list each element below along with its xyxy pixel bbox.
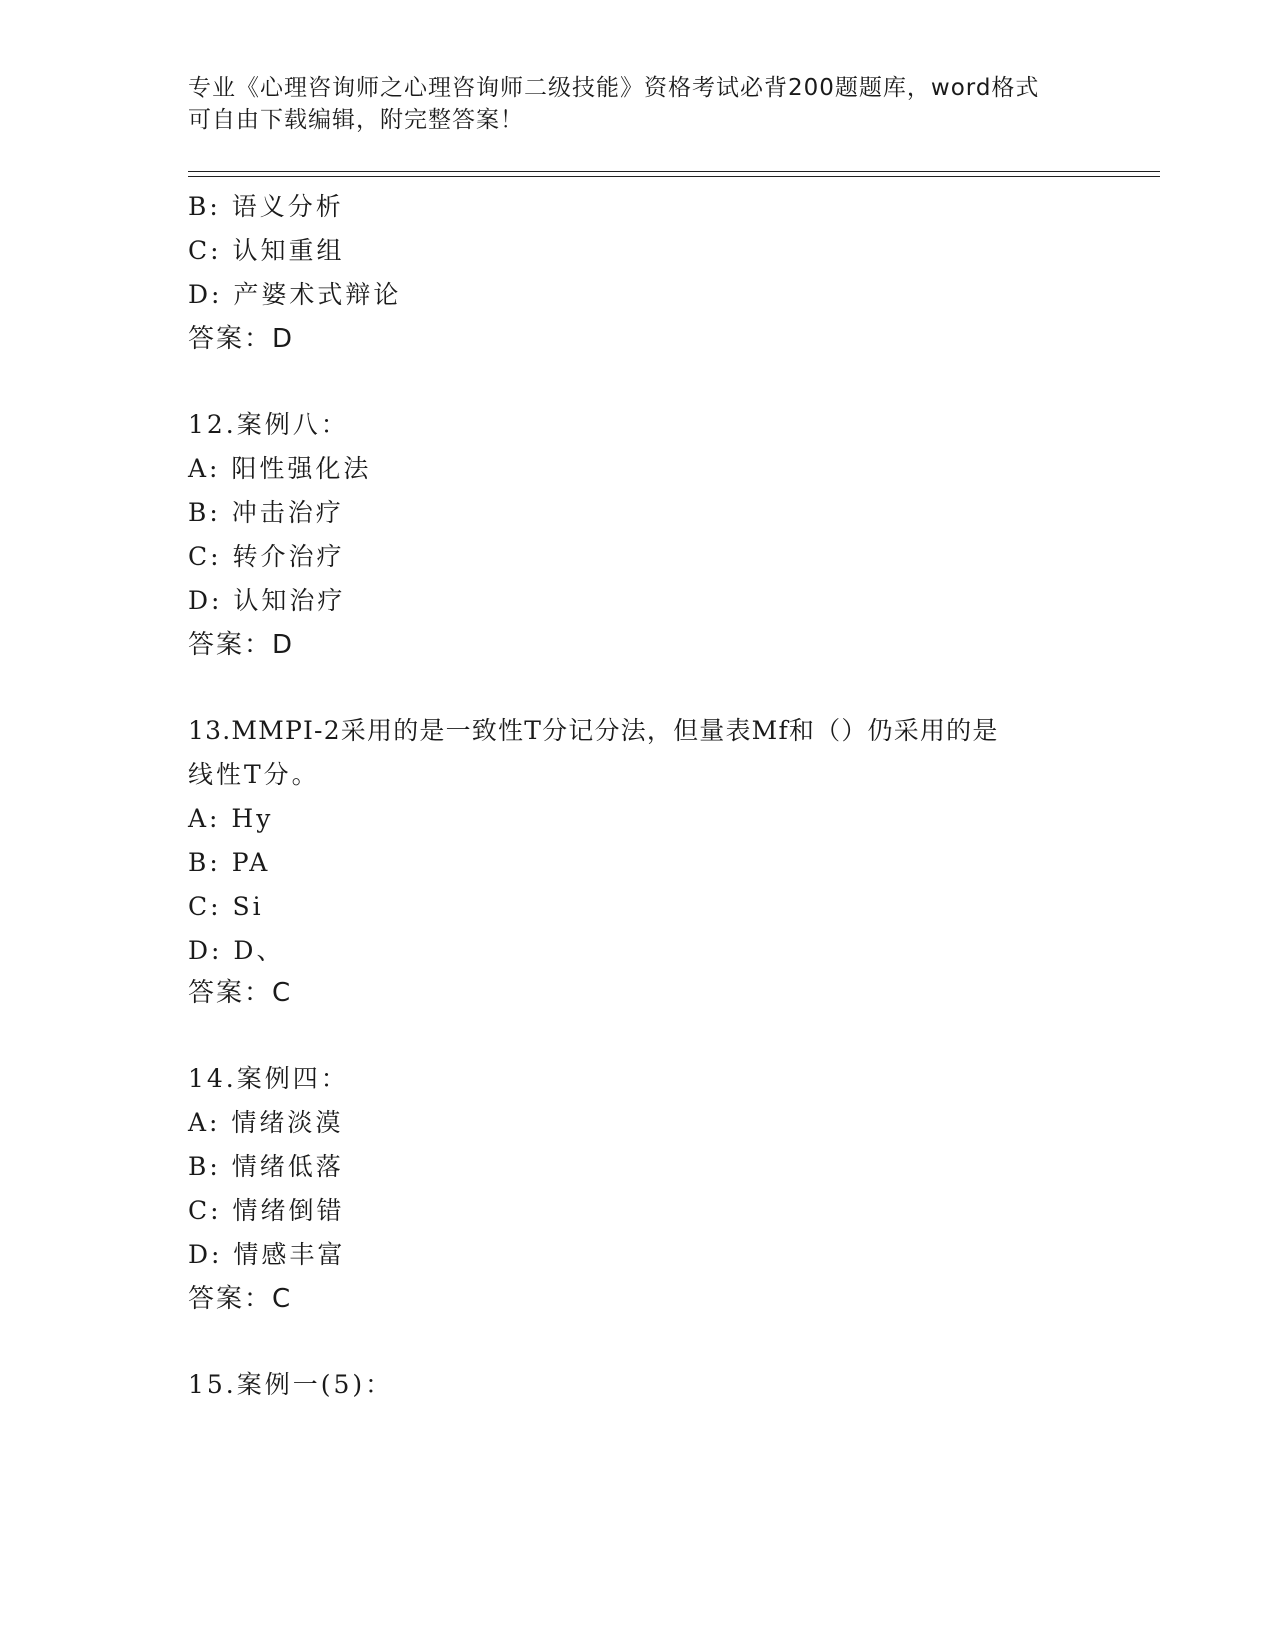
q13-stem-line-1: 13.MMPI-2采用的是一致性T分记分法，但量表Mf和（）仍采用的是 — [188, 716, 999, 745]
q15-stem: 15.案例一(5)： — [188, 1370, 394, 1399]
q13-option-c: C: Si — [188, 892, 264, 921]
q13-option-b: B: PA — [188, 848, 271, 877]
q13-option-d: D: D、 — [188, 936, 285, 965]
q11-option-b: B: 语义分析 — [188, 192, 344, 221]
q11-answer: 答案：D — [188, 324, 295, 354]
header-rule-top — [188, 171, 1160, 172]
q12-option-c: C: 转介治疗 — [188, 542, 345, 571]
q14-stem: 14.案例四： — [188, 1064, 349, 1093]
q14-option-b: B: 情绪低落 — [188, 1152, 344, 1181]
q12-stem: 12.案例八： — [188, 410, 349, 439]
q14-answer: 答案：C — [188, 1284, 293, 1314]
q13-option-a: A: Hy — [188, 804, 274, 833]
q12-option-b: B: 冲击治疗 — [188, 498, 344, 527]
q11-option-c: C: 认知重组 — [188, 236, 345, 265]
q14-option-d: D: 情感丰富 — [188, 1240, 346, 1269]
q12-option-a: A: 阳性强化法 — [188, 454, 372, 483]
header-rule-bottom — [188, 176, 1160, 177]
q14-option-c: C: 情绪倒错 — [188, 1196, 345, 1225]
q12-answer: 答案：D — [188, 630, 295, 660]
q14-option-a: A: 情绪淡漠 — [188, 1108, 344, 1137]
q12-option-d: D: 认知治疗 — [188, 586, 346, 615]
header-title-line-2: 可自由下载编辑，附完整答案！ — [188, 107, 524, 133]
q13-answer: 答案：C — [188, 978, 293, 1008]
q11-option-d: D: 产婆术式辩论 — [188, 280, 402, 309]
header-title-line-1: 专业《心理咨询师之心理咨询师二级技能》资格考试必背200题题库，word格式 — [188, 75, 1040, 101]
q13-stem-line-2: 线性T分。 — [188, 760, 320, 789]
